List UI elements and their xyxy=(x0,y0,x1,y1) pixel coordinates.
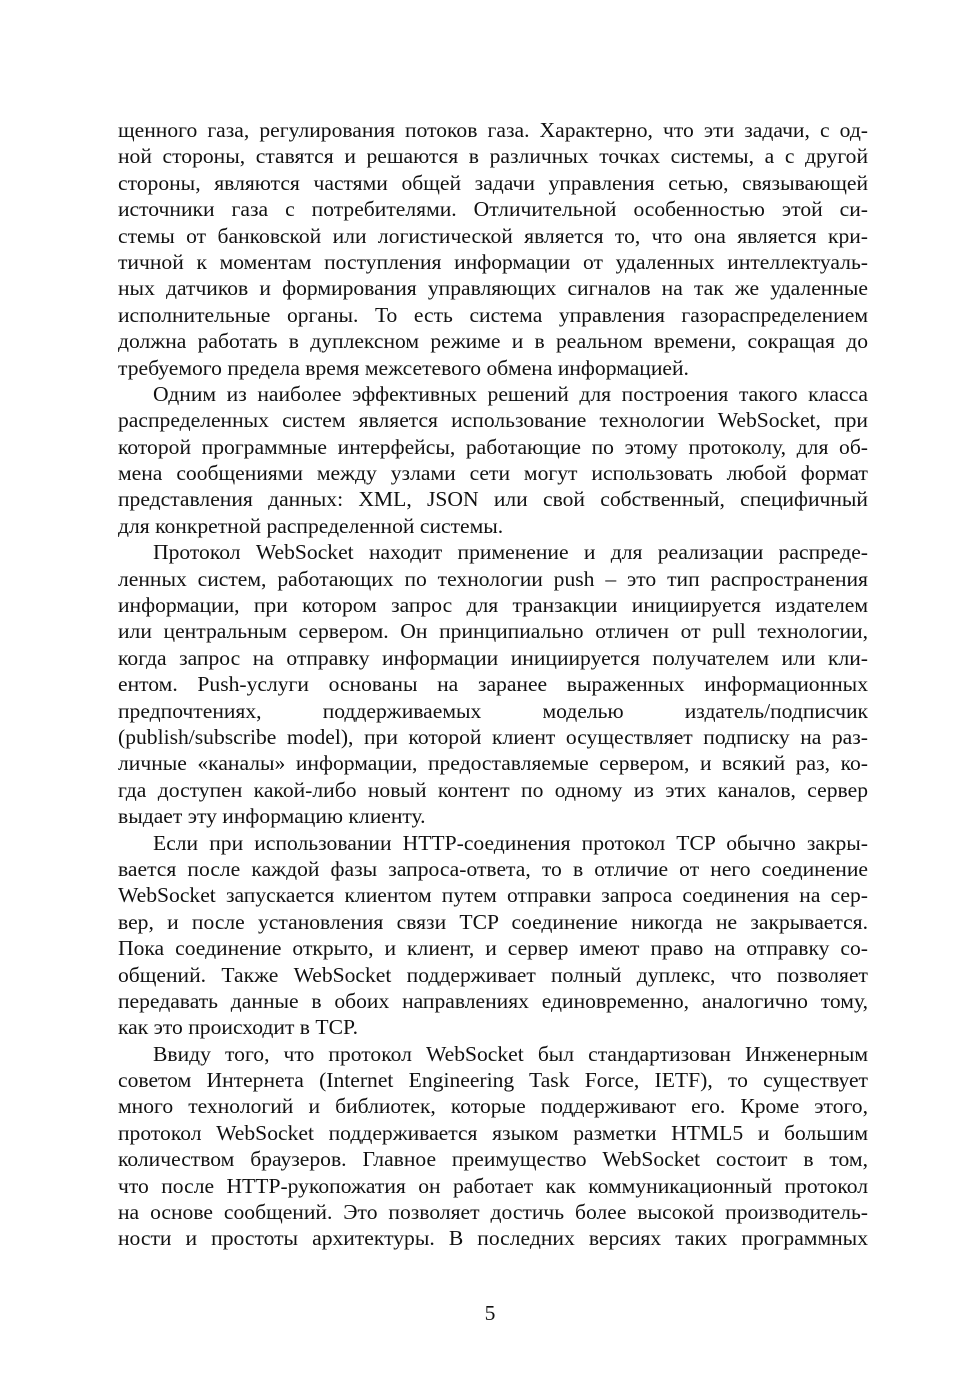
text-line: на основе сообщений. Это позволяет достичь более высокой производитель- xyxy=(118,1200,868,1225)
text-line: вер, и после установления связи TCP соединение никогда не закрывается. xyxy=(118,909,868,934)
paragraph-http-vs-websocket xyxy=(118,830,868,1041)
text-line: передавать данные в обоих направлениях единовременно, аналогично тому, xyxy=(118,988,868,1013)
text-line: представления данных: XML, JSON или свой собственный, специфичный xyxy=(118,487,868,512)
text-line: предпочтениях, поддерживаемых моделью издатель/подписчик xyxy=(118,698,868,723)
text-line: ных датчиков и формирования управляющих сигналов на так же удаленные xyxy=(118,276,868,301)
text-line: Ввиду того, что протокол WebSocket был стандартизован Инженерным xyxy=(153,1041,868,1066)
text-line: требуемого предела время межсетевого обмена информацией. xyxy=(118,355,689,380)
text-line: советом Интернета (Internet Engineering Task Force, IETF), то существует xyxy=(118,1068,868,1093)
text-line: протокол WebSocket поддерживается языком разметки HTML5 и большим xyxy=(118,1120,868,1145)
text-line: (publish/subscribe model), при которой клиент осуществляет подписку на раз- xyxy=(118,724,868,749)
text-line: ентом. Push-услуги основаны на заранее выраженных информационных xyxy=(118,672,868,697)
text-line: стороны, являются частями общей задачи управления сетью, связывающей xyxy=(118,170,868,195)
paragraph-ietf-standard xyxy=(118,1041,868,1252)
text-line: Пока соединение открыто, и клиент, и сервер имеют право на отправку со- xyxy=(118,936,868,961)
paragraph-push-technology xyxy=(118,539,868,829)
text-line: как это происходит в TCP. xyxy=(118,1015,358,1040)
text-line: источники газа с потребителями. Отличительной особенностью этой си- xyxy=(118,197,868,222)
text-line: много технологий и библиотек, которые поддерживают его. Кроме этого, xyxy=(118,1094,868,1119)
text-line: должна работать в дуплексном режиме и в реальном времени, сокращая до xyxy=(118,329,868,354)
text-line: ленных систем, работающих по технологии push – это тип распространения xyxy=(118,566,868,591)
page-body xyxy=(118,117,868,1252)
text-line: что после HTTP-рукопожатия он работает как коммуникационный протокол xyxy=(118,1173,868,1198)
text-line: количеством браузеров. Главное преимущество WebSocket состоит в том, xyxy=(118,1147,868,1172)
text-line: щенного газа, регулирования потоков газа. Характерно, что эти задачи, с од- xyxy=(118,118,868,142)
text-line: информации, при котором запрос для транзакции инициируется издателем xyxy=(118,593,868,618)
paragraph-gas-control xyxy=(118,117,868,381)
text-line: которой программные интерфейсы, работающие по этому протоколу, для об- xyxy=(118,434,868,459)
text-line: общений. Также WebSocket поддерживает полный дуплекс, что позволяет xyxy=(118,962,868,987)
page-number: 5 xyxy=(484,1301,496,1325)
text-line: личные «каналы» информации, предоставляемые сервером, и всякий раз, ко- xyxy=(118,751,868,776)
text-line: исполнительные органы. То есть система управления газораспределением xyxy=(118,302,868,327)
text-line: Если при использовании HTTP-соединения протокол TCP обычно закры- xyxy=(153,830,868,855)
text-line: ности и простоты архитектуры. В последних версиях таких программных xyxy=(118,1226,868,1251)
text-line: для конкретной распределенной системы. xyxy=(118,513,504,538)
text-line: WebSocket запускается клиентом путем отправки запроса соединения на сер- xyxy=(118,883,868,908)
text-line: выдает эту информацию клиенту. xyxy=(118,804,426,829)
paragraph-websocket-solution xyxy=(118,381,868,539)
text-line: Одним из наиболее эффективных решений для построения такого класса xyxy=(153,381,868,406)
text-line: ной стороны, ставятся и решаются в различных точках системы, а с другой xyxy=(118,144,868,169)
text-line: стемы от банковской или логистической является то, что она является кри- xyxy=(118,223,868,248)
text-line: мена сообщениями между узлами сети могут использовать любой формат xyxy=(118,461,868,486)
text-line: Протокол WebSocket находит применение и для реализации распреде- xyxy=(153,540,868,565)
text-line: когда запрос на отправку информации инициируется получателем или кли- xyxy=(118,645,868,670)
text-line: тичной к моментам поступления информации от удаленных интеллектуаль- xyxy=(118,249,868,274)
text-line: вается после каждой фазы запроса-ответа, то в отличие от него соединение xyxy=(118,856,868,881)
text-line: распределенных систем является использование технологии WebSocket, при xyxy=(118,408,868,433)
text-line: гда доступен какой-либо новый контент по одному из этих каналов, сервер xyxy=(118,777,868,802)
text-line: или центральным сервером. Он принципиально отличен от pull технологии, xyxy=(118,619,868,644)
